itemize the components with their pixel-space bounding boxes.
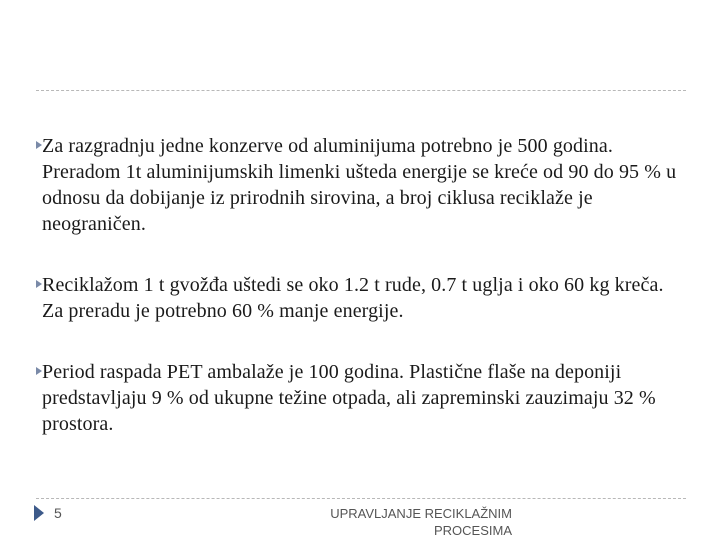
bullet-arrow-icon	[36, 141, 42, 149]
footer-title-line: UPRAVLJANJE RECIKLAŽNIM	[330, 506, 512, 521]
bullet-text: Za razgradnju jedne konzerve od aluminijuma potrebno je 500 godina. Preradom 1t aluminijumskih limenki ušteda energije se kreće od 90 do 95 % u odnosu da dobijanje iz prirodnih sirovina, a broj ciklusa reciklaže je neograničen.	[42, 135, 677, 235]
bullet-item	[42, 359, 682, 437]
footer-title	[282, 505, 512, 539]
footer-arrow-icon	[34, 505, 44, 521]
bullet-text: Period raspada PET ambalaže je 100 godina. Plastične flaše na deponiji predstavljaju 9 % od ukupne težine otpada, ali zapreminski zauzimaju 32 % prostora.	[42, 361, 656, 435]
bullet-item	[42, 133, 682, 237]
bullet-arrow-icon	[36, 367, 42, 375]
bullet-list	[42, 133, 682, 472]
bullet-text: Reciklažom 1 t gvožđa uštedi se oko 1.2 t rude, 0.7 t uglja i oko 60 kg kreča. Za preradu je potrebno 60 % manje energije.	[42, 274, 664, 322]
bullet-arrow-icon	[36, 280, 42, 288]
page-number: 5	[54, 505, 62, 521]
top-divider	[36, 90, 686, 91]
bottom-divider	[36, 498, 686, 499]
bullet-item	[42, 272, 682, 324]
footer-title-line: PROCESIMA	[433, 523, 512, 538]
